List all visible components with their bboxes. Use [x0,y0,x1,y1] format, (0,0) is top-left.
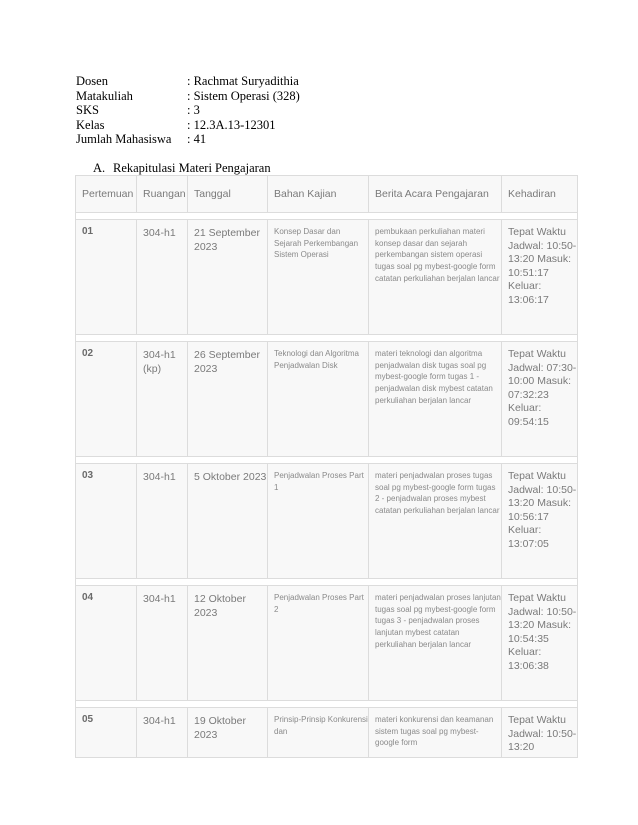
cell-berita-acara: pembukaan perkuliahan materi konsep dasar dan sejarah perkembangan sistem operasi tugas soal pg mybest-google form catatan perkuliahan berjalan lancar [369,220,502,335]
cell-tanggal: 21 September 2023 [188,220,268,335]
cell-berita-acara: materi konkurensi dan keamanan sistem tugas soal pg mybest-google form [369,708,502,758]
cell-bahan-kajian: Penjadwalan Proses Part 2 [268,586,369,701]
cell-ruangan: 304-h1 (kp) [137,342,188,457]
info-row-matakuliah [76,89,300,104]
cell-kehadiran: Tepat Waktu Jadwal: 10:50-13:20 [502,708,578,758]
cell-tanggal: 19 Oktober 2023 [188,708,268,758]
info-value: : Sistem Operasi (328) [187,88,300,103]
header-pertemuan: Pertemuan [76,176,137,213]
rekap-table [75,175,578,758]
table-row [76,708,578,758]
cell-bahan-kajian: Penjadwalan Proses Part 1 [268,464,369,579]
cell-kehadiran: Tepat Waktu Jadwal: 10:50-13:20 Masuk: 10:56:17 Keluar: 13:07:05 [502,464,578,579]
cell-pertemuan: 03 [76,464,137,579]
cell-ruangan: 304-h1 [137,220,188,335]
cell-ruangan: 304-h1 [137,708,188,758]
cell-pertemuan: 02 [76,342,137,457]
cell-tanggal: 12 Oktober 2023 [188,586,268,701]
info-label: Jumlah Mahasiswa [76,132,172,147]
cell-berita-acara: materi penjadwalan proses lanjutan tugas soal pg mybest-google form tugas 3 - penjadwalan proses lanjutan mybest catatan perkuliahan berjalan lancar [369,586,502,701]
info-value: : 41 [187,132,207,147]
cell-bahan-kajian: Teknologi dan Algoritma Penjadwalan Disk [268,342,369,457]
table-row [76,220,578,335]
section-number: A. [93,161,106,175]
header-tanggal: Tanggal [188,176,268,213]
cell-berita-acara: materi teknologi dan algoritma penjadwalan disk tugas soal pg mybest-google form tugas 1 - penjadwalan disk mybest catatan perkuliahan berjalan lancar [369,342,502,457]
cell-tanggal: 26 September 2023 [188,342,268,457]
header-berita-acara: Berita Acara Pengajaran [369,176,502,213]
cell-pertemuan: 01 [76,220,137,335]
info-value: : Rachmat Suryadithia [187,74,299,88]
header-ruangan: Ruangan [137,176,188,213]
section-title: Rekapitulasi Materi Pengajaran [113,161,271,175]
info-label: Matakuliah [76,88,133,103]
cell-kehadiran: Tepat Waktu Jadwal: 10:50-13:20 Masuk: 10:54:35 Keluar: 13:06:38 [502,586,578,701]
info-label: Kelas [76,117,105,132]
header-bahan-kajian: Bahan Kajian [268,176,369,213]
section-heading [93,161,271,176]
cell-kehadiran: Tepat Waktu Jadwal: 07:30-10:00 Masuk: 07:32:23 Keluar: 09:54:15 [502,342,578,457]
course-info [76,74,300,147]
table-header-row [76,176,578,213]
info-row-jumlah-mahasiswa [76,132,300,147]
cell-ruangan: 304-h1 [137,586,188,701]
cell-kehadiran: Tepat Waktu Jadwal: 10:50-13:20 Masuk: 10:51:17 Keluar: 13:06:17 [502,220,578,335]
cell-bahan-kajian: Prinsip-Prinsip Konkurensi dan [268,708,369,758]
info-label: SKS [76,103,99,118]
info-label: Dosen [76,74,108,88]
info-row-dosen [76,74,300,89]
table-row [76,342,578,457]
info-value: : 12.3A.13-12301 [187,117,276,132]
table-row [76,464,578,579]
cell-bahan-kajian: Konsep Dasar dan Sejarah Perkembangan Sistem Operasi [268,220,369,335]
header-kehadiran: Kehadiran [502,176,578,213]
cell-pertemuan: 04 [76,586,137,701]
cell-ruangan: 304-h1 [137,464,188,579]
cell-tanggal: 5 Oktober 2023 [188,464,268,579]
table-row [76,586,578,701]
info-row-kelas [76,118,300,133]
info-row-sks [76,103,300,118]
info-value: : 3 [187,103,200,118]
cell-pertemuan: 05 [76,708,137,758]
cell-berita-acara: materi penjadwalan proses tugas soal pg mybest-google form tugas 2 - penjadwalan proses mybest catatan perkuliahan berjalan lancar [369,464,502,579]
